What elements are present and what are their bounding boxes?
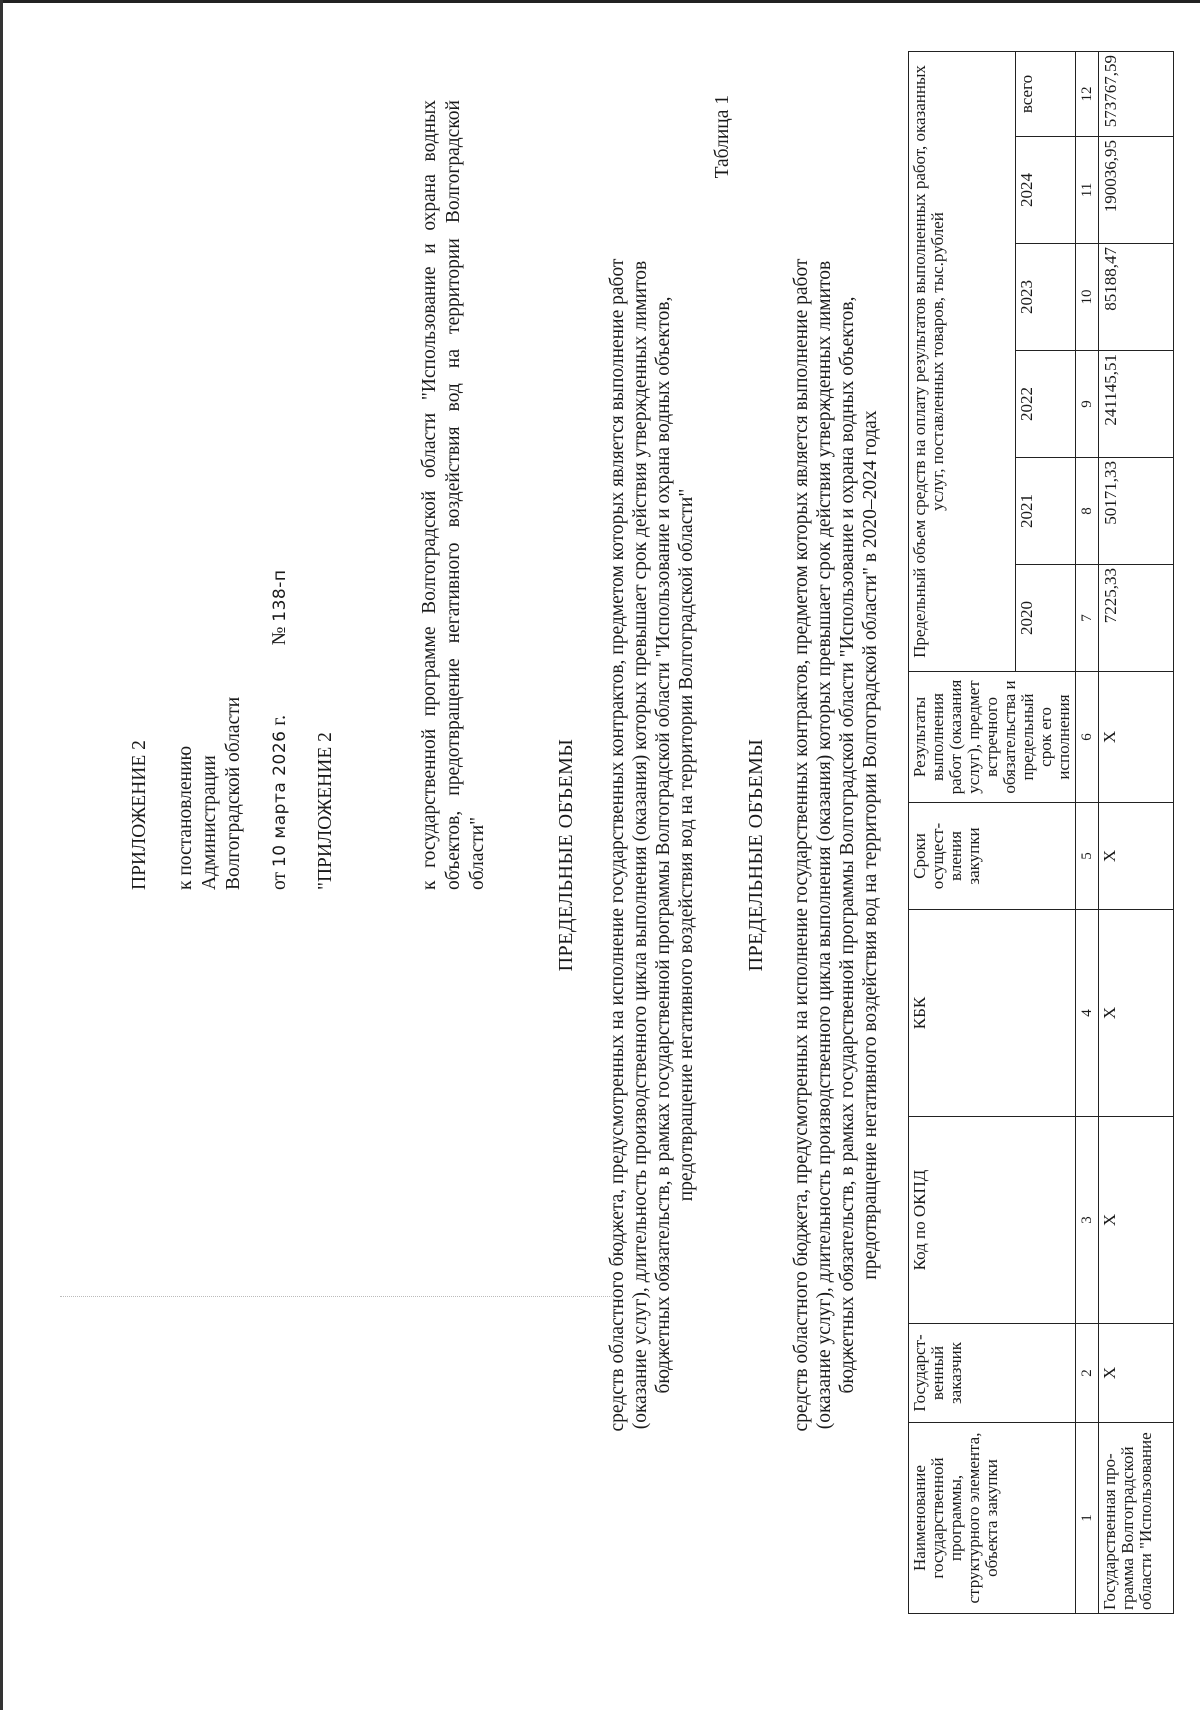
column-number: 4	[1076, 910, 1099, 1117]
table-label: Таблица 1	[712, 95, 733, 179]
column-number: 7	[1076, 565, 1099, 672]
column-number: 8	[1076, 458, 1099, 565]
row-value-total: 573767,59	[1099, 52, 1174, 137]
quoted-appendix-title: "ПРИЛОЖЕНИЕ 2	[315, 732, 336, 890]
region-line: Волгоградской области	[223, 696, 244, 890]
limits-table	[908, 51, 1174, 1614]
header-year-2022: 2022	[1015, 351, 1075, 458]
header-year-2024: 2024	[1015, 137, 1075, 244]
section-one-title: ПРЕДЕЛЬНЫЕ ОБЪЕМЫ	[555, 738, 577, 972]
row-name: Государственная про-грамма Волгоградской области "Использование	[1099, 1423, 1174, 1614]
column-number: 6	[1076, 672, 1099, 803]
header-year-2020: 2020	[1015, 565, 1075, 672]
handwritten-number: 138-п	[270, 569, 290, 622]
column-number: 2	[1076, 1324, 1099, 1423]
row-terms: X	[1099, 803, 1174, 910]
section-two-text	[790, 100, 882, 1590]
header-results: Результаты выполнения работ (оказания услуг), предмет встречного обязательства и предельный срок его исполнения	[909, 672, 1076, 803]
column-number: 9	[1076, 351, 1099, 458]
row-value-2022: 241145,51	[1099, 351, 1174, 458]
administration-line: Администрации	[199, 755, 220, 890]
section-one-text	[606, 100, 698, 1590]
column-numbers-row	[1076, 52, 1099, 1614]
section-one-line-1: средств областного бюджета, предусмотренных на исполнение государственных контрактов, предметом которых является выполнение работ	[607, 258, 628, 1432]
row-customer: X	[1099, 1324, 1174, 1423]
section-two-line-1: средств областного бюджета, предусмотренных на исполнение государственных контрактов, предметом которых является выполнение работ	[791, 258, 812, 1432]
row-okpd: X	[1099, 1117, 1174, 1324]
section-one-line-2: (оказание услуг), длительность производственного цикла выполнения (оказания) которых превышает срок действия утвержденных лимитов	[630, 260, 651, 1430]
section-one-line-4: предотвращение негативного воздействия вод на территории Волгоградской области"	[676, 488, 697, 1202]
column-number: 11	[1076, 137, 1099, 244]
row-value-2024: 190036,95	[1099, 137, 1174, 244]
header-row-1	[909, 52, 1016, 1614]
column-number: 3	[1076, 1117, 1099, 1324]
header-year-2023: 2023	[1015, 244, 1075, 351]
number-prefix: №	[269, 626, 290, 646]
date-suffix: г.	[269, 714, 290, 726]
column-number: 1	[1076, 1423, 1099, 1614]
section-two-line-3: бюджетных обязательств, в рамках государственной программы Волгоградской области "Использование и охрана водных объектов,	[837, 296, 858, 1394]
section-two-line-4: предотвращение негативного воздействия вод на территории Волгоградской области" в 2020–2024 годах	[860, 410, 881, 1280]
date-prefix: от	[269, 871, 290, 890]
header-okpd: Код по ОКПД	[909, 1117, 1076, 1324]
appendix-title: ПРИЛОЖЕНИЕ 2	[129, 740, 150, 890]
row-kbk: X	[1099, 910, 1174, 1117]
program-reference: к государственной программе Волгоградской области "Использование и охрана водных объектов, предотвращение негативного воздействия вод на территории Волгоградской области"	[419, 100, 488, 890]
table-row	[1099, 52, 1174, 1614]
header-name: Наименование государственной программы, структурного элемента, объекта закупки	[909, 1423, 1076, 1614]
header-year-2021: 2021	[1015, 458, 1075, 565]
row-value-2023: 85188,47	[1099, 244, 1174, 351]
appendix-heading	[128, 0, 338, 890]
column-number: 5	[1076, 803, 1099, 910]
column-number: 10	[1076, 244, 1099, 351]
header-limit-group: Предельный объем средств на оплату результатов выполненных работ, оказанных услуг, поставленных товаров, тыс.рублей	[909, 52, 1016, 672]
date-line	[268, 0, 292, 890]
header-kbk: КБК	[909, 910, 1076, 1117]
row-results: X	[1099, 672, 1174, 803]
section-one-line-3: бюджетных обязательств, в рамках государственной программы Волгоградской области "Использование и охрана водных объектов,	[653, 296, 674, 1394]
header-customer: Государст-венный заказчик	[909, 1324, 1076, 1423]
column-number: 12	[1076, 52, 1099, 137]
handwritten-date: 10 марта 2026	[270, 730, 290, 868]
row-value-2020: 7225,33	[1099, 565, 1174, 672]
header-total: всего	[1015, 52, 1075, 137]
section-two-title: ПРЕДЕЛЬНЫЕ ОБЪЕМЫ	[745, 738, 767, 972]
header-terms: Сроки осущест-вления закупки	[909, 803, 1076, 910]
row-value-2021: 50171,33	[1099, 458, 1174, 565]
section-two-line-2: (оказание услуг), длительность производственного цикла выполнения (оказания) которых превышает срок действия утвержденных лимитов	[814, 260, 835, 1430]
resolution-line: к постановлению	[175, 745, 196, 890]
